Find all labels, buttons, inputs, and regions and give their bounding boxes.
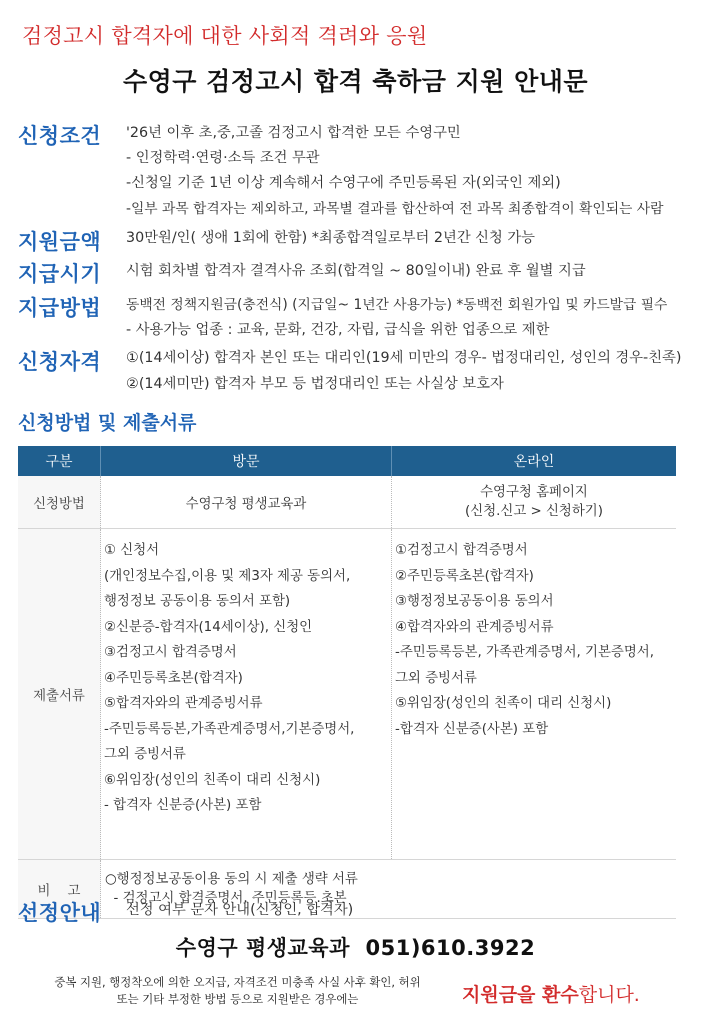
online-method-line: 수영구청 홈페이지 xyxy=(480,485,588,500)
refund-notice xyxy=(462,980,640,1007)
selection-label: 선정안내 xyxy=(18,901,102,925)
header-online: 온라인 xyxy=(392,446,677,476)
doc-item: -주민등록등본, 가족관계증명서, 기본증명서, xyxy=(395,645,654,660)
doc-item: ④주민등록초본(합격자) xyxy=(104,670,243,686)
note-line: ○행정정보공동이용 동의 시 제출 생략 서류 xyxy=(105,872,358,887)
doc-item: ①검정고시 합격증명서 xyxy=(395,543,528,558)
eligibility-line: -신청일 기준 1년 이상 계속해서 수영구에 주민등록된 자(외국인 제외) xyxy=(126,175,561,191)
applicant-label: 신청자격 xyxy=(18,350,102,374)
table-row-documents xyxy=(18,529,676,860)
doc-item: ②신분증-합격자(14세이상), 신청인 xyxy=(104,619,313,635)
doc-item: (개인정보수집,이용 및 제3자 제공 동의서, xyxy=(104,568,351,584)
banner-slogan: 검정고시 합격자에 대한 사회적 격려와 응원 xyxy=(22,24,428,48)
eligibility-label: 신청조건 xyxy=(18,124,102,148)
amount-text: 30만원/인( 생애 1회에 한함) *최종합격일로부터 2년간 신청 가능 xyxy=(126,230,535,246)
selection-text: 선정 여부 문자 안내(신청인, 합격자) xyxy=(126,902,354,918)
doc-item: ① 신청서 xyxy=(104,543,160,558)
doc-item: 행정정보 공동이용 동의서 포함) xyxy=(104,594,291,609)
doc-item: ⑤위임장(성인의 친족이 대리 신청시) xyxy=(395,696,612,711)
doc-item: ③행정정보공동이용 동의서 xyxy=(395,594,554,609)
warning-line: 또는 기타 부정한 방법 등으로 지원받은 경우에는 xyxy=(116,992,359,1006)
timing-text: 시험 회차별 합격자 결격사유 조회(합격일 ~ 80일이내) 완료 후 월별 지급 xyxy=(126,263,586,279)
online-documents xyxy=(392,529,677,860)
amount-label: 지원금액 xyxy=(18,230,102,254)
applicant-line: ①(14세이상) 합격자 본인 또는 대리인(19세 미만의 경우- 법정대리인, 성인의 경우-친족) xyxy=(126,350,682,366)
header-visit: 방문 xyxy=(101,446,392,476)
note-line: - 검정고시 합격증명서, 주민등록등.초본 xyxy=(105,891,347,906)
doc-item: ②주민등록초본(합격자) xyxy=(395,568,534,584)
header-category: 구분 xyxy=(18,446,101,476)
applicant-line: ②(14세미만) 합격자 부모 등 법정대리인 또는 사실상 보호자 xyxy=(126,376,504,392)
doc-item: -주민등록등본,가족관계증명서,기본증명서, xyxy=(104,721,355,737)
payment-line: 동백전 정책지원금(충전식) (지급일~ 1년간 사용가능) *동백전 회원가입 및 카드발급 필수 xyxy=(126,297,668,313)
doc-item: 그외 증빙서류 xyxy=(104,747,186,762)
eligibility-line: - 인정학력·연령·소득 조건 무관 xyxy=(126,150,320,166)
doc-item: - 합격자 신분증(사본) 포함 xyxy=(104,798,262,813)
contact-info: 수영구 평생교육과 051)610.3922 xyxy=(175,936,536,960)
eligibility-line: -일부 과목 합격자는 제외하고, 과목별 결과를 합산하여 전 과목 최종합격이 확인되는 사람 xyxy=(126,201,664,217)
eligibility-line: '26년 이후 초,중,고졸 검정고시 합격한 모든 수영구민 xyxy=(126,125,461,141)
doc-item: 그외 증빙서류 xyxy=(395,670,477,686)
page-title: 수영구 검정고시 합격 축하금 지원 안내문 xyxy=(122,67,589,96)
payment-label: 지급방법 xyxy=(18,296,102,320)
refund-suffix: 합니다. xyxy=(578,984,640,1006)
online-method xyxy=(392,476,677,529)
visit-documents xyxy=(101,529,392,860)
doc-item: ③검정고시 합격증명서 xyxy=(104,645,237,660)
online-method-line: (신청.신고 > 신청하기) xyxy=(465,504,603,519)
payment-line: - 사용가능 업종 : 교육, 문화, 건강, 자립, 급식을 위한 업종으로 제한 xyxy=(126,322,550,338)
table-row-method xyxy=(18,476,676,529)
visit-method: 수영구청 평생교육과 xyxy=(101,476,392,529)
refund-strong: 지원금을 환수 xyxy=(462,984,579,1006)
doc-item: ⑥위임장(성인의 친족이 대리 신청시) xyxy=(104,772,321,788)
row-label-method: 신청방법 xyxy=(18,476,101,529)
doc-item: -합격자 신분증(사본) 포함 xyxy=(395,721,549,737)
doc-item: ⑤합격자와의 관계증빙서류 xyxy=(104,696,263,711)
doc-item: ④합격자와의 관계증빙서류 xyxy=(395,619,554,635)
submission-table xyxy=(18,446,676,919)
warning-notice xyxy=(40,974,435,1008)
warning-line: 중복 지원, 행정착오에 의한 오지급, 자격조건 미충족 사실 사후 확인, 허위 xyxy=(54,975,421,989)
table-header-row xyxy=(18,446,676,476)
row-label-documents: 제출서류 xyxy=(18,529,101,860)
timing-label: 지급시기 xyxy=(18,262,102,286)
methods-title: 신청방법 및 제출서류 xyxy=(18,412,197,434)
row-label-note: 비 고 xyxy=(18,860,101,919)
